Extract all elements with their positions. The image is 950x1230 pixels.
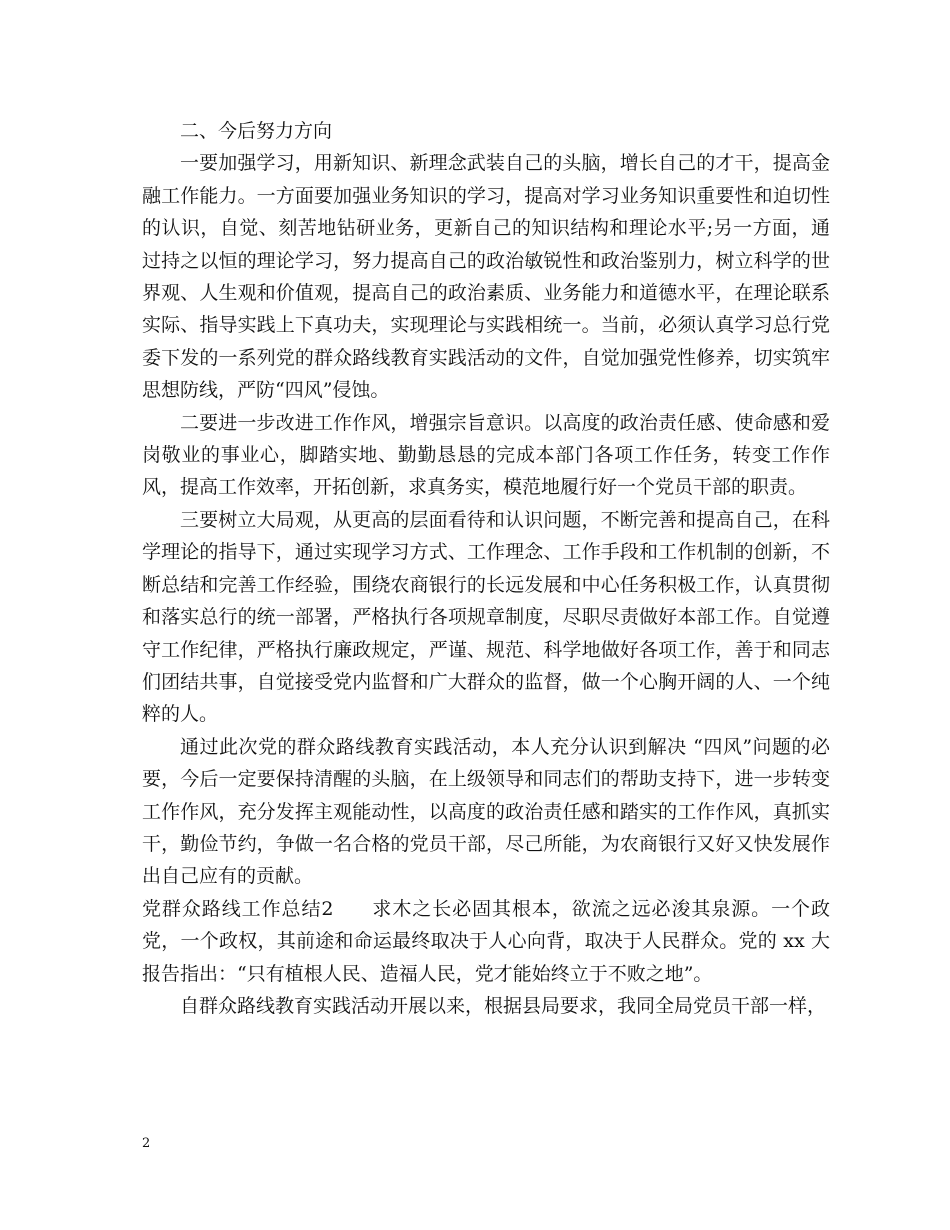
paragraph-last: 自群众路线教育实践活动开展以来，根据县局要求，我同全局党员干部一样， [180, 994, 827, 1017]
document-body [142, 115, 830, 1022]
paragraph-work-style: 二要进一步改进工作作风，增强宗旨意识。以高度的政治责任感、使命感和爱岗敬业的事业心，脚踏实地、勤勤恳恳的完成本部门各项工作任务，转变工作作风，提高工作效率，开拓创新，求真务实，模范地履行好一个党员干部的职责。 [142, 411, 830, 499]
summary-2-block [142, 893, 830, 990]
page-number: 2 [142, 1136, 151, 1151]
paragraph-big-picture: 三要树立大局观，从更高的层面看待和认识问题，不断完善和提高自己，在科学理论的指导下，通过实现学习方式、工作理念、工作手段和工作机制的创新，不断总结和完善工作经验，围绕农商银行的长远发展和中心任务积极工作，认真贯彻和落实总行的统一部署，严格执行各项规章制度，尽职尽责做好本部工作。自觉遵守工作纪律，严格执行廉政规定，严谨、规范、科学地做好各项工作，善于和同志们团结共事，自觉接受党内监督和广大群众的监督，做一个心胸开阔的人、一个纯粹的人。 [142, 508, 830, 726]
summary-2-title: 党群众路线工作总结2 [142, 897, 334, 920]
paragraph-conclusion: 通过此次党的群众路线教育实践活动，本人充分认识到解决 “四风”问题的必要，今后一定要保持清醒的头脑，在上级领导和同志们的帮助支持下，进一步转变工作作风，充分发挥主观能动性，以高度的政治责任感和踏实的工作作风，真抓实干，勤俭节约，争做一名合格的党员干部，尽己所能，为农商银行又好又快发展作出自己应有的贡献。 [142, 735, 830, 888]
summary-2-intro: 求木之长必固其根本，欲流之远必浚其泉源。一个政党，一个政权，其前途和命运最终取决于人心向背，取决于人民群众。党的 xx 大报告指出：“只有植根人民、造福人民，党才能始终立于不败之地”。 [142, 897, 830, 985]
paragraph-study: 一要加强学习，用新知识、新理念武装自己的头脑，增长自己的才干，提高金融工作能力。一方面要加强业务知识的学习，提高对学习业务知识重要性和迫切性的认识，自觉、刻苦地钻研业务，更新自己的知识结构和理论水平;另一方面，通过持之以恒的理论学习，努力提高自己的政治敏锐性和政治鉴别力，树立科学的世界观、人生观和价值观，提高自己的政治素质、业务能力和道德水平，在理论联系实际、指导实践上下真功夫，实现理论与实践相统一。当前，必须认真学习总行党委下发的一系列党的群众路线教育实践活动的文件，自觉加强党性修养，切实筑牢思想防线，严防“四风”侵蚀。 [142, 152, 830, 402]
section-heading: 二、今后努力方向 [180, 120, 333, 142]
